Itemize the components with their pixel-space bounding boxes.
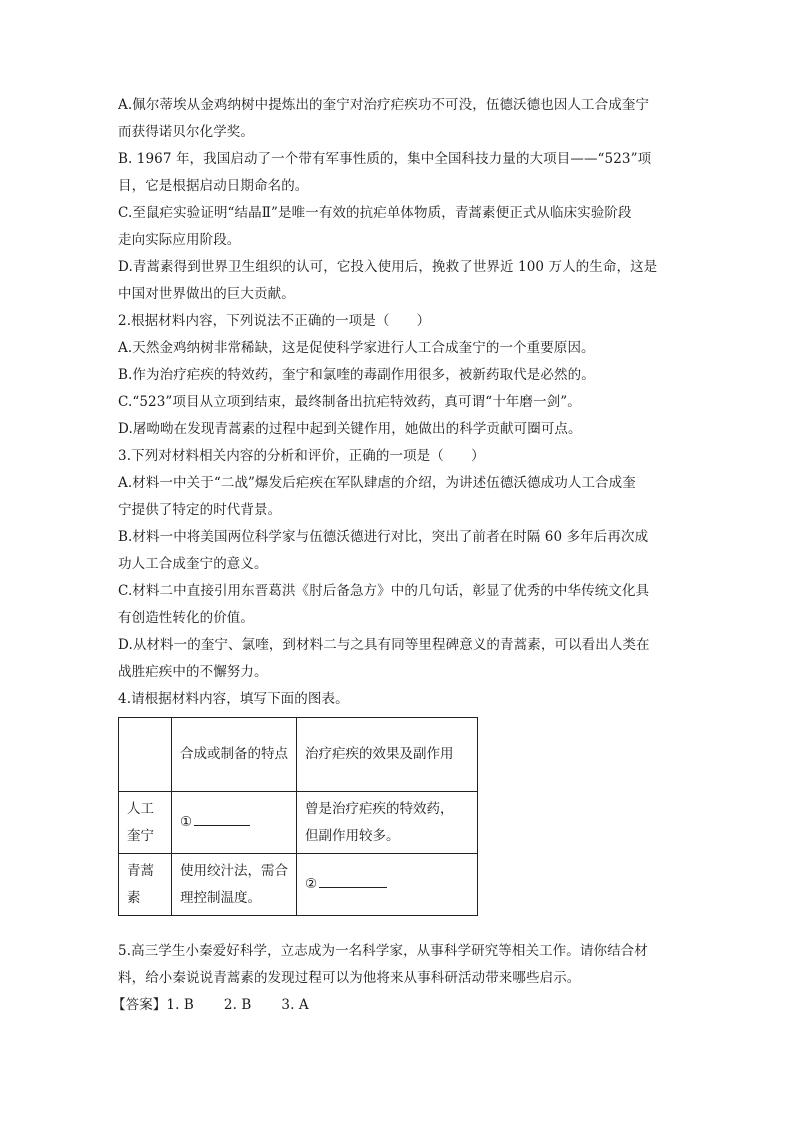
table-cell: [297, 792, 478, 854]
question-4: [118, 686, 674, 916]
table-cell-blank-1[interactable]: [172, 792, 297, 854]
answer-item: 1. B: [166, 997, 194, 1013]
text-line: C.至鼠疟实验证明“结晶Ⅱ”是唯一有效的抗疟单体物质，青蒿素便正式从临床实验阶段: [118, 205, 632, 221]
table-header-cell: 合成或制备的特点: [172, 718, 297, 792]
question-3: [118, 443, 674, 686]
text-line: D.从材料一的奎宁、氯喹，到材料二与之具有同等里程碑意义的青蒿素，可以看出人类在: [118, 637, 650, 653]
q3-option-c: [118, 578, 674, 632]
cell-text: 使用绞汁法，需合: [180, 862, 288, 879]
table-row-label: [119, 854, 172, 916]
table-cell: [172, 854, 297, 916]
text-line: 功人工合成奎宁的意义。: [118, 556, 268, 572]
text-line: A.材料一中关于“二战”爆发后疟疾在军队肆虐的介绍，为讲述伍德沃德成功人工合成奎: [118, 475, 636, 491]
answer-item: 3. A: [281, 997, 309, 1013]
q2-option-c: C.“523”项目从立项到结束，最终制备出抗疟特效药，真可谓“十年磨一剑”。: [118, 394, 581, 410]
text-line: D.青蒿素得到世界卫生组织的认可，它投入使用后，挽救了世界近 100 万人的生命，这是: [118, 259, 658, 275]
question-stem: 3.下列对材料相关内容的分析和评价，正确的一项是（ ）: [118, 448, 485, 464]
table-header-cell: [119, 718, 172, 792]
q2-option-a: A.天然金鸡纳树非常稀缺，这是促使科学家进行人工合成奎宁的一个重要原因。: [118, 340, 595, 356]
q2-option-d: D.屠呦呦在发现青蒿素的过程中起到关键作用，她做出的科学贡献可圈可点。: [118, 421, 582, 437]
text-line: B. 1967 年，我国启动了一个带有军事性质的，集中全国科技力量的大项目——“523”项: [118, 151, 652, 167]
text-line: 走向实际应用阶段。: [118, 232, 241, 248]
cell-text: 人工: [127, 800, 154, 817]
table-cell-blank-2[interactable]: [297, 854, 478, 916]
text-line: A.佩尔蒂埃从金鸡纳树中提炼出的奎宁对治疗疟疾功不可没，伍德沃德也因人工合成奎宁: [118, 97, 650, 113]
text-line: 而获得诺贝尔化学奖。: [118, 124, 254, 140]
q3-option-a: [118, 470, 674, 524]
text-line: C.材料二中直接引用东晋葛洪《肘后备急方》中的几句话，彰显了优秀的中华传统文化具: [118, 583, 650, 599]
q1-option-b: [118, 146, 674, 200]
blank-line: [194, 811, 250, 826]
answer-label: 【答案】: [112, 997, 167, 1013]
blank-marker: ②: [305, 876, 318, 892]
cell-text: 但副作用较多。: [305, 827, 400, 844]
table-header-row: [119, 718, 478, 792]
blank-marker: ①: [180, 814, 193, 830]
answer-item: 2. B: [223, 997, 252, 1013]
question-stem: 2.根据材料内容，下列说法不正确的一项是（ ）: [118, 313, 431, 329]
cell-text: 曾是治疗疟疾的特效药，: [305, 800, 454, 817]
q2-option-b: B.作为治疗疟疾的特效药，奎宁和氯喹的毒副作用很多，被新药取代是必然的。: [118, 367, 595, 383]
q3-option-d: [118, 632, 674, 686]
q3-option-b: [118, 524, 674, 578]
cell-text: 青蒿: [127, 862, 154, 879]
question-5: [118, 938, 674, 992]
text-line: 宁提供了特定的时代背景。: [118, 502, 282, 518]
fill-in-table: [118, 717, 478, 916]
text-line: 目，它是根据启动日期命名的。: [118, 178, 309, 194]
document-page: [112, 92, 674, 1019]
table-row-label: [119, 792, 172, 854]
cell-text: 奎宁: [127, 827, 154, 844]
q1-options: [118, 92, 674, 308]
cell-text: 理控制温度。: [180, 889, 261, 906]
question-2: [118, 308, 674, 443]
cell-text: 素: [127, 889, 141, 906]
answer-line: [112, 992, 674, 1019]
table-header-cell: 治疗疟疾的效果及副作用: [297, 718, 478, 792]
table-row: [119, 854, 478, 916]
text-line: 5.高三学生小秦爱好科学，立志成为一名科学家，从事科学研究等相关工作。请你结合材: [118, 943, 648, 959]
q1-option-a: [118, 92, 674, 146]
text-line: B.材料一中将美国两位科学家与伍德沃德进行对比，突出了前者在时隔 60 多年后再次成: [118, 529, 649, 545]
text-line: 中国对世界做出的巨大贡献。: [118, 286, 295, 302]
text-line: 战胜疟疾中的不懈努力。: [118, 664, 268, 680]
q1-option-c: [118, 200, 674, 254]
question-stem: 4.请根据材料内容，填写下面的图表。: [118, 691, 349, 707]
q1-option-d: [118, 254, 674, 308]
text-line: 有创造性转化的价值。: [118, 610, 254, 626]
table-row: [119, 792, 478, 854]
blank-line: [319, 873, 387, 888]
text-line: 料，给小秦说说青蒿素的发现过程可以为他将来从事科研活动带来哪些启示。: [118, 970, 581, 986]
